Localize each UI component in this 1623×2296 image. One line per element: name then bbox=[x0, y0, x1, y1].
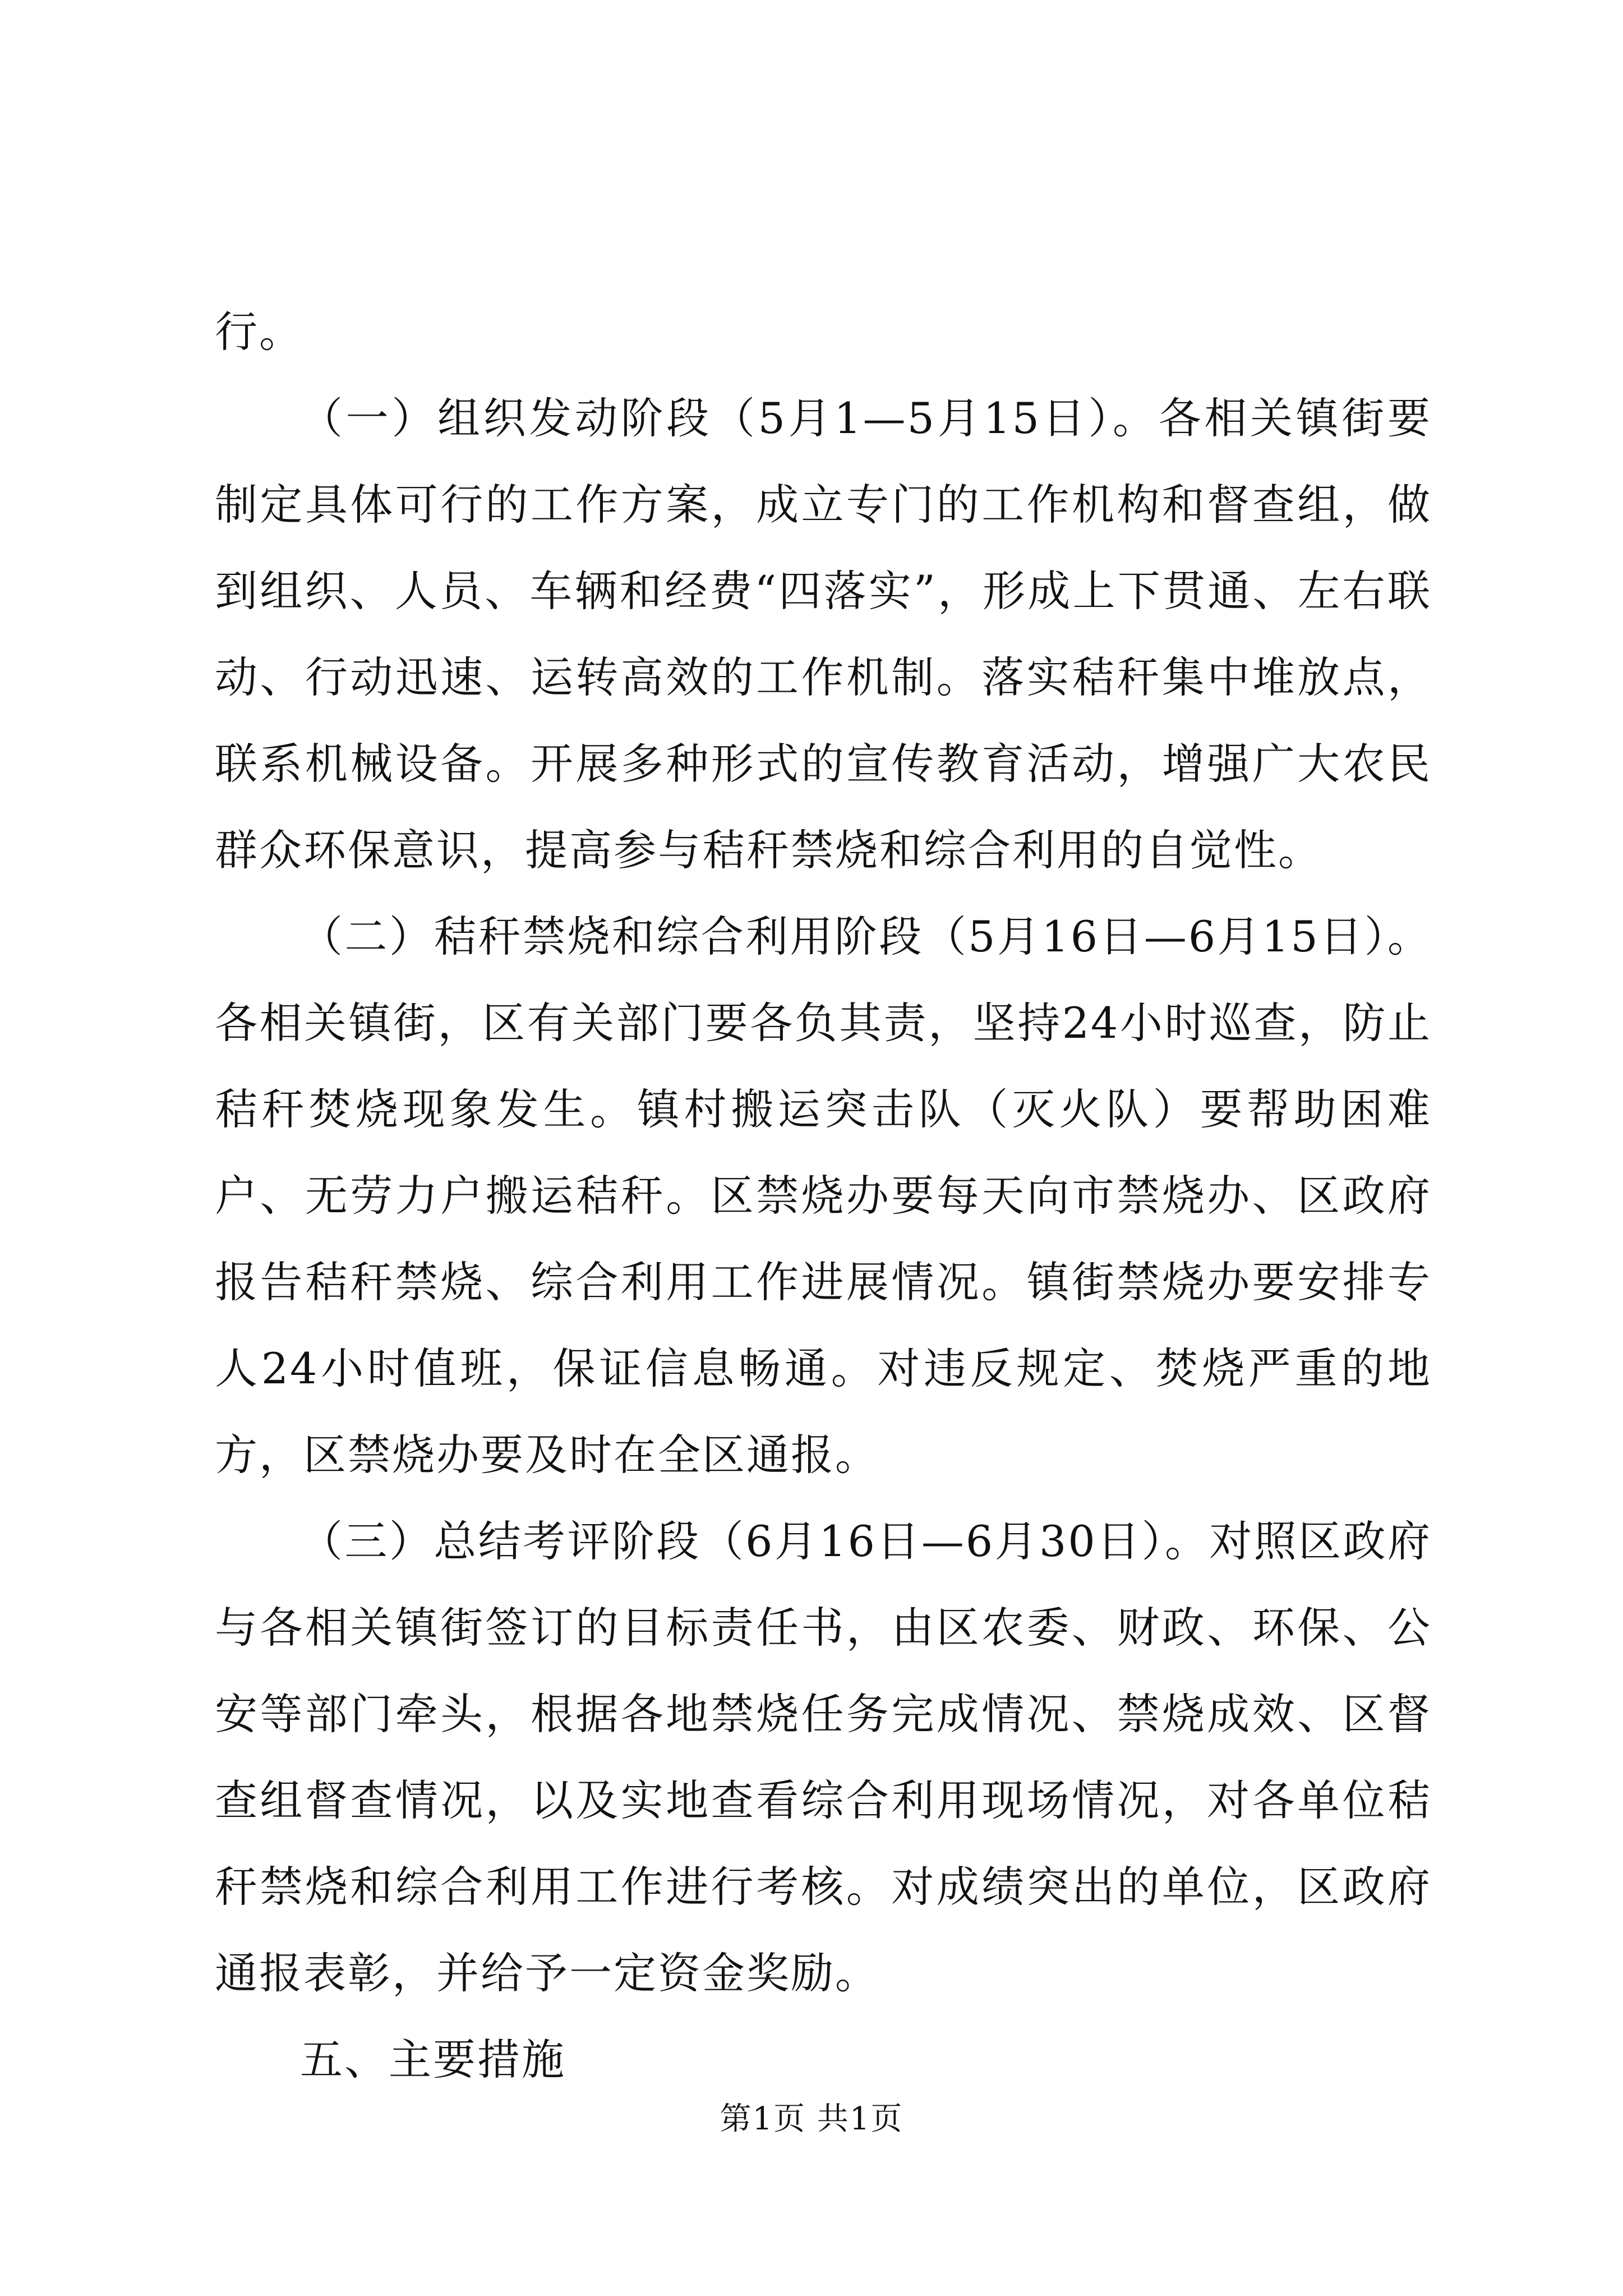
paragraph-stage-two: （二）秸秆禁烧和综合利用阶段（5月16日—6月15日）。各相关镇街，区有关部门要各负其责，坚持24小时巡查，防止秸秆焚烧现象发生。镇村搬运突击队（灭火队）要帮助困难户、无劳力户搬运秸秆。区禁烧办要每天向市禁烧办、区政府报告秸秆禁烧、综合利用工作进展情况。镇街禁烧办要安排专人24小时值班，保证信息畅通。对违反规定、焚烧严重的地方，区禁烧办要及时在全区通报。 bbox=[215, 912, 1432, 1480]
paragraph-stage-three: （三）总结考评阶段（6月16日—6月30日）。对照区政府与各相关镇街签订的目标责任书，由区农委、财政、环保、公安等部门牵头，根据各地禁烧任务完成情况、禁烧成效、区督查组督查情况，以及实地查看综合利用现场情况，对各单位秸秆禁烧和综合利用工作进行考核。对成绩突出的单位，区政府通报表彰，并给予一定资金奖励。 bbox=[215, 1516, 1432, 1998]
paragraph-stage-one: （一）组织发动阶段（5月1—5月15日）。各相关镇街要制定具体可行的工作方案，成立专门的工作机构和督查组，做到组织、人员、车辆和经费“四落实”，形成上下贯通、左右联动、行动迅速、运转高效的工作机制。落实秸秆集中堆放点，联系机械设备。开展多种形式的宣传教育活动，增强广大农民群众环保意识，提高参与秸秆禁烧和综合利用的自觉性。 bbox=[215, 393, 1432, 875]
page-footer: 第1页 共1页 bbox=[720, 2101, 903, 2137]
paragraph-continuation: 行。 bbox=[215, 307, 303, 357]
document-body bbox=[215, 289, 1432, 2103]
section-heading: 五、主要措施 bbox=[300, 2035, 566, 2085]
